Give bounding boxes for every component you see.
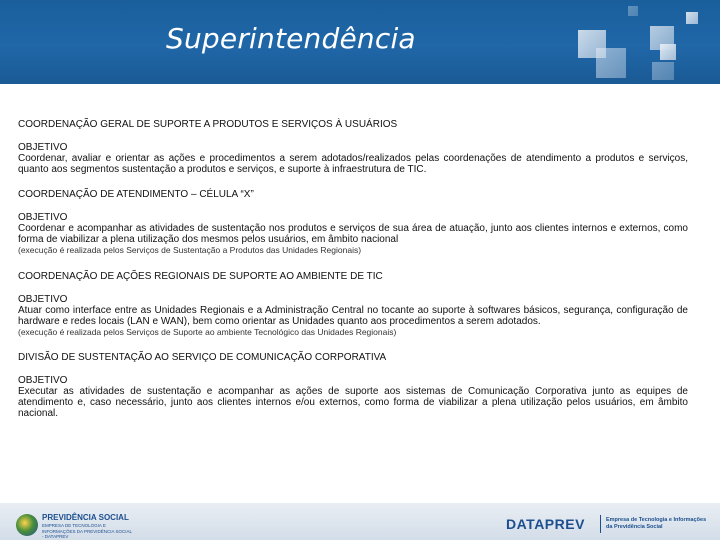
section-body: Executar as atividades de sustentação e acompanhar as ações de suporte aos sistemas de Comunicação Corporativa junto as equipes de atendimento e, caso necessário, junto aos clientes internos e/ou externos, como forma de viabilizar a plena utilização pelos usuários, em âmbito nacional.	[18, 386, 688, 419]
decorative-square	[628, 6, 638, 16]
decorative-square	[660, 44, 676, 60]
previdencia-logo-subtitle: EMPRESA DE TECNOLOGIA E INFORMAÇÕES DA PREVIDÊNCIA SOCIAL - DATAPREV	[42, 523, 132, 539]
section-title: DIVISÃO DE SUSTENTAÇÃO AO SERVIÇO DE COMUNICAÇÃO CORPORATIVA	[18, 352, 387, 363]
section-note: (execução é realizada pelos Serviços de Sustentação a Produtos das Unidades Regionais)	[18, 245, 362, 255]
section-label: OBJETIVO	[18, 142, 68, 153]
section-label: OBJETIVO	[18, 294, 68, 305]
footer-divider	[600, 515, 601, 533]
section-note: (execução é realizada pelos Serviços de Suporte ao ambiente Tecnológico das Unidades Regionais)	[18, 327, 397, 337]
slide-header	[0, 0, 720, 84]
section-title: COORDENAÇÃO DE AÇÕES REGIONAIS DE SUPORTE AO AMBIENTE DE TIC	[18, 271, 383, 282]
section-coordenacao-atendimento	[18, 188, 688, 256]
slide-footer	[0, 503, 720, 540]
section-label: OBJETIVO	[18, 212, 68, 223]
section-coordenacao-geral	[18, 118, 688, 175]
section-label: OBJETIVO	[18, 375, 68, 386]
decorative-square	[686, 12, 698, 24]
section-acoes-regionais	[18, 270, 688, 338]
slide-title: Superintendência	[166, 22, 416, 55]
decorative-square	[596, 48, 626, 78]
dataprev-logo-name: DATAPREV	[506, 516, 585, 532]
dataprev-logo-subtitle: Empresa de Tecnologia e Informações da Previdência Social	[606, 517, 707, 530]
previdencia-logo-name: PREVIDÊNCIA SOCIAL	[42, 513, 129, 522]
slide-content	[18, 118, 688, 433]
previdencia-logo-icon	[16, 514, 38, 536]
section-divisao-sustentacao	[18, 351, 688, 419]
section-body: Atuar como interface entre as Unidades Regionais e a Administração Central no tocante ao suporte à softwares básicos, segurança, configuração de hardware e redes locais (LAN e WAN), bem como orientar as Unidades quanto aos procedimentos a serem adotados.	[18, 305, 688, 327]
section-title: COORDENAÇÃO GERAL DE SUPORTE A PRODUTOS E SERVIÇOS À USUÁRIOS	[18, 119, 398, 130]
section-title: COORDENAÇÃO DE ATENDIMENTO – CÉLULA “X”	[18, 189, 254, 200]
section-body: Coordenar, avaliar e orientar as ações e procedimentos a serem adotados/realizados pelas coordenações de atendimento a produtos e serviços, quanto aos segmentos sustentação a produtos e serviços, e suporte à infraestrutura de TIC.	[18, 153, 688, 175]
decorative-square	[652, 62, 674, 80]
section-body: Coordenar e acompanhar as atividades de sustentação nos produtos e serviços de sua área de atuação, junto aos clientes internos e externos, como forma de viabilizar a plena utilização dos mesmos pelos usuários, em âmbito nacional	[18, 223, 688, 245]
